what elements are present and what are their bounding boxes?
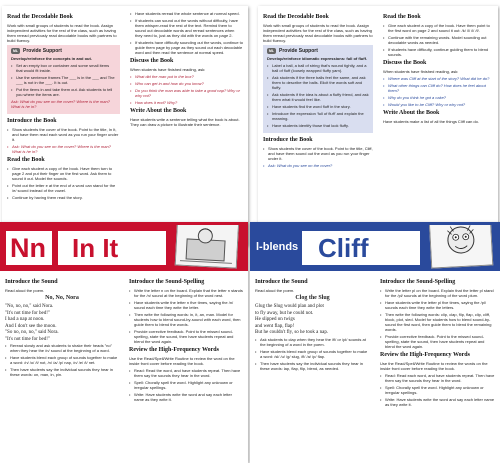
list-item: • Reread slowly and ask students to shake their heads "no" when they hear the /n/ sound at the beginning of a word. — [5, 343, 119, 353]
paragraph: Read aloud the poem. — [255, 288, 295, 293]
list-item: • Put the items in and take them out. Ask students to tell you where the items are. — [11, 87, 116, 97]
list-item: • Ask: What do you see on the cover? Where is the man? What is he in? — [7, 144, 120, 154]
top-left-page — [2, 6, 248, 246]
list-item: • Have students blend each group of sounds together to make a word: /sl/ /u/ /g/ slug, /fl/ /a/ /p/ flap. — [255, 349, 370, 359]
list-item: • Read: Read each word, and have students repeat. Then have them say the sounds they hear in the word. — [380, 373, 495, 383]
bottom-right-col1 — [250, 271, 375, 463]
poem — [5, 304, 119, 343]
support-title-text: Provide Support — [279, 48, 318, 54]
book-cover-illustration — [176, 222, 238, 268]
support-subtitle: Develop/reinforce idiomatic expressions: full of fluff. — [267, 56, 368, 61]
poem-line: "It's not time for bed!" — [5, 310, 50, 316]
list-item: • If students have difficulty, continue guiding them to blend sounds. — [383, 47, 493, 57]
paragraph: Have students write a sentence telling what the book is about. They can draw a picture to illustrate their sentence. — [130, 117, 240, 127]
bottom-left-page — [0, 222, 248, 463]
list-item: • What did the man put in the box? — [130, 74, 243, 79]
poem-line: I had a nap at noon. — [5, 317, 45, 322]
list-item: • Introduce the expression 'full of fluff' and explain the meaning. — [267, 111, 369, 121]
list-item: • Would you like to be Cliff? Why or why not? — [383, 102, 493, 107]
list-item: • Have students reread the whole sentence at normal speed. — [130, 11, 243, 16]
heading: Introduce the Sound — [255, 279, 308, 285]
heading: Read the Book — [7, 157, 45, 163]
list-item: • Write the letter pl on the board. Explain that the letter pl stand for the /pl/ sounds at the beginning of the word plum. — [380, 288, 495, 298]
list-item: • Ask students if the three balls feel the same, and ask them to describe the balls. Elicit the words soft and fluffy. — [267, 75, 369, 90]
heading: Review the High-Frequency Words — [129, 347, 219, 353]
paragraph: Work with small groups of students to read the book. Assign independent activities for the rest of the class, such as having them reread previously read decodable books with partners to build fluency. — [7, 23, 117, 43]
list-item: • Then have students say the individual sounds they hear in these words: on, man, in, pin. — [5, 367, 119, 377]
poem-line: "It's not time for bed!" — [5, 336, 50, 342]
list-item: • What other things can Cliff do? How does he feel about them? — [383, 83, 493, 93]
list-item: • Set an empty box or container and some small items that would fit inside. — [11, 63, 116, 73]
list-item: • Use the sentence frames The ___ is in the ___ and The ___ is not in the ___. It is out. — [11, 75, 116, 85]
top-right-col2 — [378, 6, 498, 246]
list-item: • Have students identify those that look fluffy. — [267, 123, 369, 128]
list-item: • Read: Read the word, and have students repeat. Then have them say the sounds they hear in the word. — [129, 368, 243, 378]
list-item: • If students have difficulty sounding out the words, continue to guide them page by page as they sound out each decodable word and then read the sentence at normal speed. — [130, 40, 243, 55]
paragraph: When students have finished reading, ask: — [383, 69, 459, 74]
list-item: • Continue by having them read the story. — [7, 195, 120, 200]
provide-support-box — [7, 45, 120, 114]
poem-line: He slipped on twigs — [255, 317, 295, 322]
list-item: • Continue with the remaining words. Model sounding out decodable words as needed. — [383, 35, 493, 45]
heading: Introduce the Sound — [5, 279, 58, 285]
paragraph: Have students make a list of all the things Cliff can do. — [383, 119, 479, 124]
list-item: • Why do you think he got a cake? — [383, 95, 493, 100]
bottom-left-col1 — [0, 271, 124, 463]
list-item: • Give each student a copy of the book. Have them turn to page 2 and put their finger on the first word. Ask them to sound it out. Model the sounds. — [7, 166, 120, 181]
list-item: • Write the letter n on the board. Explain that the letter n stands for the /n/ sound at the beginning of the word nest. — [129, 288, 243, 298]
list-item: • Write: Have students write the word and say each letter name as they write it. — [129, 392, 243, 402]
heading: Introduce the Book — [263, 137, 313, 143]
paragraph: Read aloud the poem. — [5, 288, 45, 293]
banner-letters: Nn — [10, 233, 46, 263]
book-cover-illustration — [430, 222, 492, 268]
poem-line: "So no, no, no," said Nora. — [5, 330, 59, 335]
support-title-text: Provide Support — [23, 48, 62, 54]
heading: Read the Decodable Book — [7, 14, 73, 20]
list-item: • How does it end? Why? — [130, 100, 243, 105]
heading: Discuss the Book — [383, 60, 427, 66]
heading: Read the Decodable Book — [263, 14, 329, 20]
poem-line: to fly away, but he could not. — [255, 310, 314, 316]
list-item: • Ask students if the idea is about a fluffy friend, and ask them what it would feel like. — [267, 92, 369, 102]
list-item: • Then have students say the individual sounds they hear in these words: lap, flap, flip, blend, as needed. — [255, 361, 370, 371]
paragraph: Use the Read/Spell/Write Routine to review the words on the inside front cover before reading the book. — [380, 361, 488, 371]
list-item: • Then write the following words: in, it, an, man. Model for students how to blend sound-by-sound with each word, then guide them to blend the words. — [129, 312, 243, 327]
banner — [250, 225, 500, 271]
list-item: • Spell: Chorally spell the word. Highlight any unknown or irregular spellings. — [380, 385, 495, 395]
list-item: • Then write the following words: clip, clap, flip, flap, clip, cliff, block, plot, sled. Model for students how to blend sound-by-sound the first word, then guide them to blend the remaining words. — [380, 312, 495, 332]
ml-badge-icon: ML — [12, 49, 19, 53]
heading: Review the High-Frequency Words — [380, 352, 470, 358]
book-cover-thumbnail — [429, 222, 494, 269]
list-item: • Have students blend each group of sounds together to make a word: /n/ /o/ /t/ not, /n/ /a/ /p/ nap, /n/ /e/ /t/ net. — [5, 355, 119, 365]
list-item: • Have students write the letter pl five times, saying the /pl/ sounds each time they write the letters. — [380, 300, 495, 310]
poem-title: Clog the Slug — [295, 295, 330, 301]
poem-line: And I don't see the moon. — [5, 323, 57, 329]
ml-badge-icon: ML — [268, 49, 275, 53]
support-title — [11, 48, 116, 54]
list-item: • Do you think the man was able to take a good nap? Why or why not? — [130, 88, 243, 98]
list-item: • Spell: Chorally spell the word. Highlight any unknown or irregular spellings. — [129, 380, 243, 390]
list-item: • Label a ball, a ball of string that's wound tightly, and a ball of fluff (loosely wrapped fluffy yarn). — [267, 63, 369, 73]
support-ask: Ask: What do you see on the cover? Where is the man? What is he in? — [11, 99, 110, 109]
paragraph: When students have finished reading, ask: — [130, 67, 206, 72]
list-item: • Show students the cover of the book. Point to the title, In It, and have them read each word as you run your finger under it. — [7, 127, 120, 142]
bottom-left-col1-bg — [0, 271, 124, 463]
top-left-col1 — [2, 6, 125, 246]
banner-label: l-blends — [256, 241, 299, 253]
top-right-page — [258, 6, 498, 246]
list-item: • Provide corrective feedback. Point to the missed sound-spelling, state the sound, then have students repeat and blend the word again. — [380, 334, 495, 349]
heading: Introduce the Sound-Spelling — [380, 279, 456, 285]
list-item: • Show students the cover of the book. Point to the title, Cliff, and have them sound out the word as you run your finger under it. — [263, 146, 373, 161]
heading: Read the Book — [383, 14, 421, 20]
poem — [255, 304, 370, 337]
heading: Introduce the Book — [7, 118, 57, 124]
list-item: • If students can sound out the words without difficulty, have them whisper-read the rest of the text. Remind them to sound out decodable words and reread sentences when they need to, just as they did with the words on page 2. — [130, 18, 243, 38]
list-item: • Who can get in and how do you know? — [130, 81, 243, 86]
list-item: • Ask: What do you see on the cover? — [263, 163, 373, 168]
bottom-right-col1-bg — [250, 271, 375, 463]
poem-line: "No, no, no," said Nora. — [5, 304, 54, 309]
list-item: • Ask students to clap when they hear the /fl/ or /pl/ sounds at the beginning of a word in the poem. — [255, 337, 370, 347]
list-item: • Where was Cliff at the start of the story? What did he do? — [383, 76, 493, 81]
list-item: • Have students write the letter n five times, saying the /n/ sound each time they write the letter. — [129, 300, 243, 310]
list-item: • Write: Have students write the word and say each letter name as they write it. — [380, 397, 495, 407]
heading: Write About the Book — [130, 108, 187, 114]
banner-word: In It — [72, 233, 119, 263]
list-item: • Provide corrective feedback. Point to the missed sound-spelling, state the sound, then have students repeat and blend the word again. — [129, 329, 243, 344]
heading: Discuss the Book — [130, 58, 174, 64]
bottom-right-page — [250, 222, 500, 463]
support-subtitle: Develop/reinforce the concepts in and out. — [11, 56, 92, 61]
list-item: • Have students find the word fluff in the story. — [267, 104, 369, 109]
paragraph: Use the Read/Spell/Write Routine to review the word on the inside front cover before reading the book. — [129, 356, 235, 366]
bottom-left-col2 — [124, 271, 248, 463]
heading: Introduce the Sound-Spelling — [129, 279, 205, 285]
poem-title: No, No, Nora — [45, 295, 79, 301]
list-item: • Point out the letter e at the end of a word can stand for the /e/ sound instead of the vowel. — [7, 183, 120, 193]
banner — [0, 225, 248, 271]
poem-line: and went flap, flap! — [255, 323, 295, 329]
provide-support-box — [263, 45, 373, 133]
top-right-col1 — [258, 6, 378, 246]
bottom-right-col2 — [375, 271, 500, 463]
heading: Write About the Book — [383, 110, 440, 116]
list-item: • Give each student a copy of the book. Have them point to the first word on page 2 and sound it out: /k/ /l/ /i/ /f/. — [383, 23, 493, 33]
banner-word: Cliff — [318, 233, 369, 263]
book-cover-thumbnail — [175, 222, 240, 269]
poem-line: But he couldn't fly, so he took a nap. — [255, 330, 329, 335]
top-left-col2 — [125, 6, 248, 246]
poem-line: Glug the Slug would plan and plot — [255, 304, 324, 309]
support-title — [267, 48, 369, 54]
paragraph: Work with small groups of students to read the book. Assign independent activities for the rest of the class, such as having them reread previously read decodable books with partners to build fluency. — [263, 23, 373, 43]
